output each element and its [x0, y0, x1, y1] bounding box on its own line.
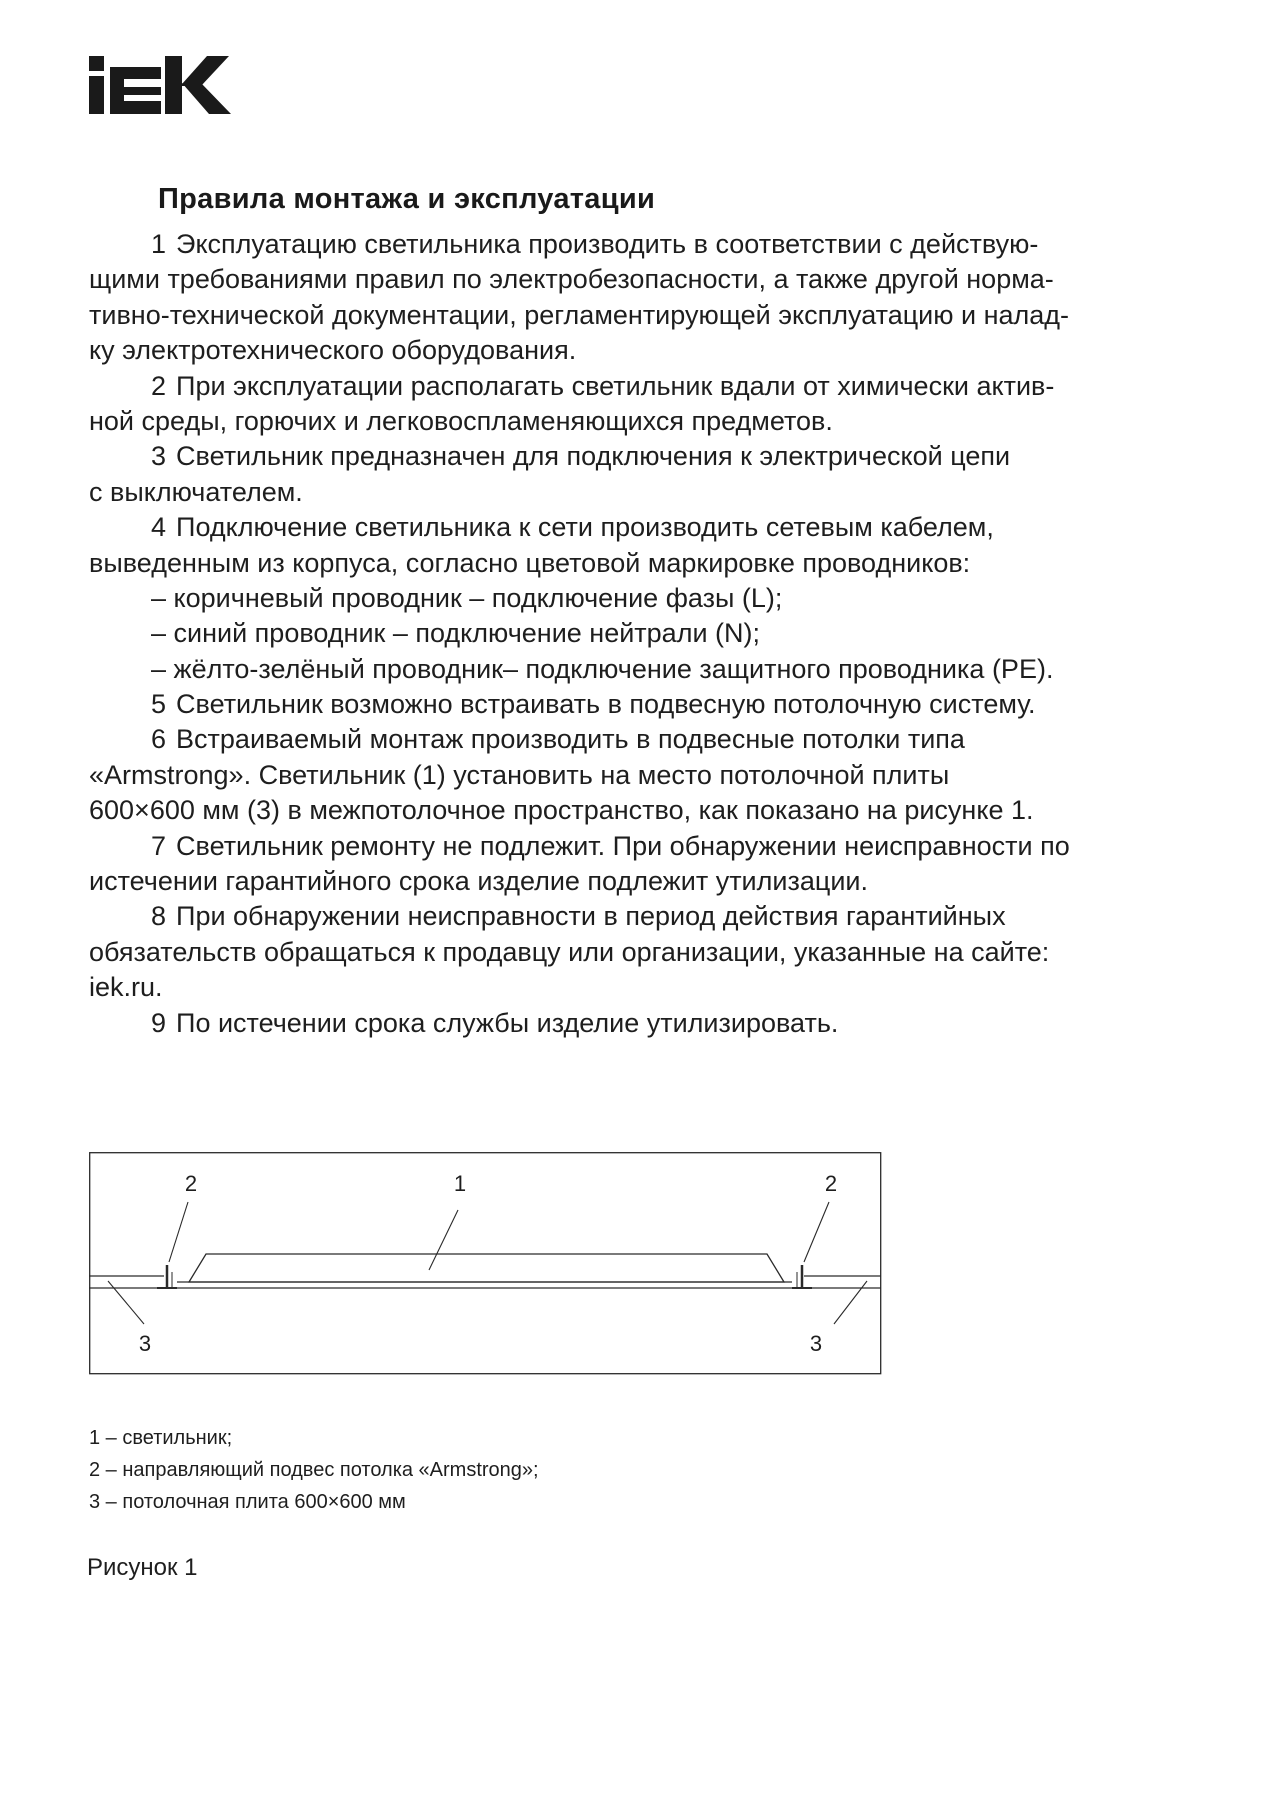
line-text: Эксплуатацию светильника производить в соответствии с действую-	[176, 229, 1039, 259]
label-luminaire: 1	[453, 1171, 467, 1196]
text-line	[89, 262, 1209, 297]
ceiling-tile-right	[804, 1276, 881, 1288]
text-line	[89, 1006, 1209, 1041]
legend-item-3: 3 – потолочная плита 600×600 мм	[89, 1491, 406, 1513]
line-text: – синий проводник – подключение нейтрали (N);	[151, 618, 761, 649]
instructions-body	[89, 227, 1209, 1041]
line-text: выведенным из корпуса, согласно цветовой маркировке проводников:	[89, 547, 971, 578]
label-tile-right: 3	[809, 1331, 823, 1356]
line-text: обязательств обращаться к продавцу или организации, указанные на сайте:	[89, 936, 1050, 967]
line-text: щими требованиями правил по электробезопасности, а также другой норма-	[89, 264, 1054, 295]
text-line	[89, 227, 1209, 262]
figure-frame	[90, 1153, 881, 1374]
luminaire-panel	[177, 1254, 792, 1288]
iek-logo	[89, 56, 239, 121]
line-text: По истечении срока службы изделие утилизировать.	[176, 1007, 839, 1038]
text-line	[89, 546, 1209, 581]
item-number: 1	[151, 229, 167, 259]
item-number: 9	[151, 1007, 167, 1038]
text-line	[89, 404, 1209, 439]
text-line	[89, 439, 1209, 474]
figure-legend	[89, 1422, 539, 1518]
figure-caption: Рисунок 1	[87, 1554, 198, 1581]
iek-logo-mark	[89, 56, 239, 116]
item-number: 7	[151, 830, 167, 861]
text-line	[89, 899, 1209, 934]
line-text: тивно-технической документации, регламентирующей эксплуатацию и налад-	[89, 299, 1070, 330]
line-text: При обнаружении неисправности в период действия гарантийных	[176, 901, 1006, 932]
line-text: ку электротехнического оборудования.	[89, 335, 577, 366]
label-tile-left: 3	[138, 1331, 152, 1356]
text-line	[89, 829, 1209, 864]
line-text: При эксплуатации располагать светильник вдали от химически актив-	[176, 370, 1055, 401]
text-line	[89, 864, 1209, 899]
text-line	[89, 722, 1209, 757]
leader-2-left	[169, 1202, 188, 1262]
text-line	[89, 793, 1209, 828]
text-line	[89, 758, 1209, 793]
item-number: 3	[151, 441, 167, 472]
legend-item-1: 1 – светильник;	[89, 1427, 233, 1449]
ceiling-tile-left	[89, 1276, 164, 1288]
legend-item-2: 2 – направляющий подвес потолка «Armstrong»;	[89, 1459, 539, 1481]
text-line	[89, 475, 1209, 510]
item-number: 4	[151, 512, 167, 543]
line-text: Светильник возможно встраивать в подвесную потолочную систему.	[176, 689, 1036, 720]
leader-1	[429, 1210, 458, 1270]
line-text: Встраиваемый монтаж производить в подвесные потолки типа	[176, 724, 965, 755]
line-text: – коричневый проводник – подключение фазы (L);	[151, 582, 783, 613]
text-line	[89, 333, 1209, 368]
text-line	[89, 298, 1209, 333]
line-text: ной среды, горючих и легковоспламеняющихся предметов.	[89, 405, 833, 436]
text-line	[89, 616, 1209, 651]
text-line	[89, 510, 1209, 545]
item-number: 8	[151, 901, 167, 932]
line-text: Светильник ремонту не подлежит. При обнаружении неисправности по	[176, 830, 1070, 861]
line-text: iek.ru.	[89, 972, 163, 1003]
text-line	[89, 935, 1209, 970]
line-text: с выключателем.	[89, 476, 303, 507]
item-number: 5	[151, 689, 167, 720]
line-text: «Armstrong». Светильник (1) установить на место потолочной плиты	[89, 759, 950, 790]
text-line	[89, 970, 1209, 1005]
line-text: Подключение светильника к сети производить сетевым кабелем,	[176, 512, 994, 543]
leader-2-right	[804, 1202, 829, 1262]
line-text: Светильник предназначен для подключения к электрической цепи	[176, 441, 1011, 472]
line-text: истечении гарантийного срока изделие подлежит утилизации.	[89, 866, 869, 897]
line-text: 600×600 мм (3) в межпотолочное пространство, как показано на рисунке 1.	[89, 795, 1034, 826]
text-line	[89, 652, 1209, 687]
item-number: 6	[151, 724, 167, 755]
text-line	[89, 369, 1209, 404]
text-line	[89, 581, 1209, 616]
label-hanger-right: 2	[824, 1171, 838, 1196]
text-line	[89, 687, 1209, 722]
label-hanger-left: 2	[184, 1171, 198, 1196]
item-number: 2	[151, 370, 167, 401]
page-title: Правила монтажа и эксплуатации	[158, 183, 656, 215]
installation-diagram	[89, 1152, 889, 1387]
line-text: – жёлто-зелёный проводник– подключение защитного проводника (PE).	[151, 653, 1054, 684]
